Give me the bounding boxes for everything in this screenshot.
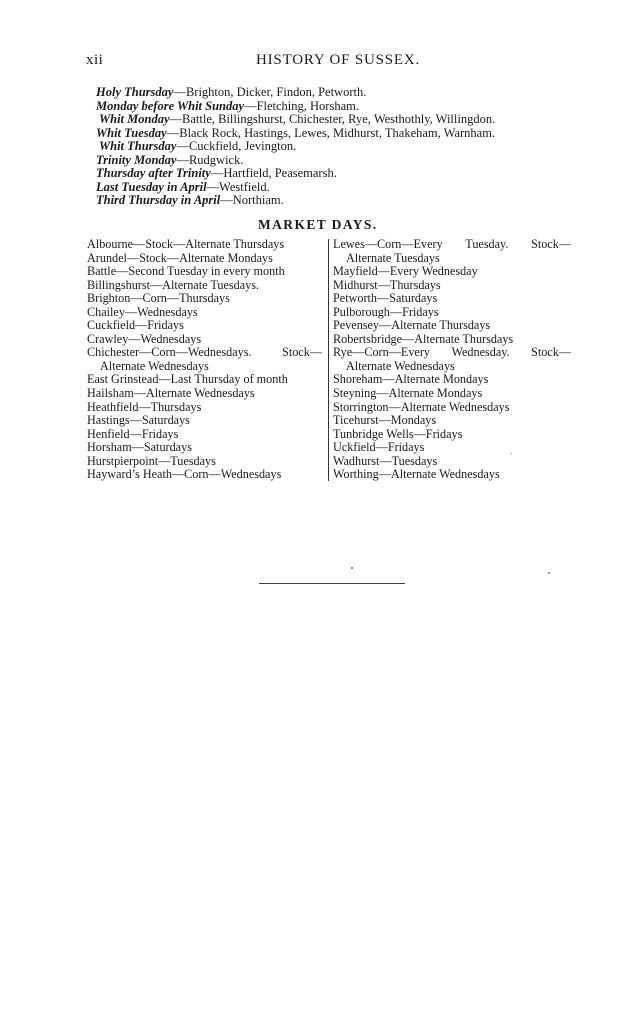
market-entry: Petworth—Saturdays	[333, 291, 438, 306]
market-entry	[87, 346, 322, 373]
market-entry: Chailey—Wednesdays	[87, 304, 198, 319]
fair-entry	[96, 154, 536, 168]
market-entry-continuation: Alternate Wednesdays	[100, 358, 209, 373]
market-entry: Hastings—Saturdays	[87, 413, 190, 428]
market-entry: Horsham—Saturdays	[87, 440, 192, 455]
market-entry: Arundel—Stock—Alternate Mondays	[87, 250, 273, 265]
market-entry: Cuckfield—Fridays	[87, 318, 184, 333]
market-entry-continuation: Alternate Tuesdays	[346, 250, 440, 265]
market-entry-text: Wednesday.	[451, 345, 510, 360]
market-entry: Uckfield—Fridays	[333, 440, 425, 455]
market-entry: Brighton—Corn—Thursdays	[87, 291, 230, 306]
market-entry-text: Rye—Corn—Every	[333, 345, 430, 360]
fair-day: Holy Thursday	[96, 85, 174, 99]
fair-day: Last Tuesday in April	[96, 179, 207, 194]
market-entry: Worthing—Alternate Wednesdays	[333, 467, 500, 482]
market-entry-text: Stock—	[531, 345, 571, 360]
market-entry: Hurstpierpoint—Tuesdays	[87, 453, 216, 468]
running-head: HISTORY OF SUSSEX.	[256, 52, 421, 68]
market-entry	[333, 238, 571, 265]
market-days-left-column	[87, 238, 322, 482]
market-entry: Heathfield—Thursdays	[87, 399, 202, 414]
fair-entry	[96, 194, 536, 208]
fair-places: —Brighton, Dicker, Findon, Petworth.	[173, 85, 367, 99]
market-entry-text: Stock—	[282, 345, 322, 360]
market-entry-continuation: Alternate Wednesdays	[346, 358, 455, 373]
market-entry-text: Lewes—Corn—Every	[333, 237, 443, 251]
fair-places: —Northiam.	[220, 193, 284, 207]
fair-places: —Battle, Billingshurst, Chichester, Rye, Westhothly, Willingdon.	[169, 112, 496, 126]
fair-places: —Hartfield, Peasemarsh.	[210, 166, 337, 180]
fair-day: Whit Tuesday	[96, 125, 167, 140]
market-entry: Pevensey—Alternate Thursdays	[333, 318, 491, 333]
market-entry: Midhurst—Thursdays	[333, 277, 441, 292]
market-entry-first-line	[87, 346, 322, 360]
fair-entry	[96, 140, 536, 154]
market-entry: Shoreham—Alternate Mondays	[333, 372, 489, 387]
fair-day: Whit Monday	[99, 112, 170, 126]
fair-entry	[96, 100, 536, 114]
page-number: xii	[86, 52, 104, 68]
print-speck	[511, 453, 512, 454]
fair-day: Trinity Monday	[96, 152, 177, 167]
print-speck	[548, 572, 550, 574]
market-entry: Tunbridge Wells—Fridays	[333, 426, 463, 441]
fair-places: —Rudgwick.	[176, 152, 244, 167]
fair-entry	[96, 113, 536, 127]
fair-places: —Westfield.	[206, 179, 270, 194]
fair-places: —Fletching, Horsham.	[244, 98, 359, 113]
market-entry-first-line	[333, 238, 571, 252]
market-entry	[333, 346, 571, 373]
market-entry: Ticehurst—Mondays	[333, 413, 437, 428]
market-entry: Wadhurst—Tuesdays	[333, 453, 438, 468]
fair-entry	[96, 127, 536, 141]
market-entry: Henfield—Fridays	[87, 426, 179, 441]
market-entry-text: Chichester—Corn—Wednesdays.	[87, 345, 252, 360]
fair-days-list	[96, 86, 536, 208]
fair-entry	[96, 181, 536, 195]
market-days-title: MARKET DAYS.	[258, 217, 378, 232]
market-entry: Billingshurst—Alternate Tuesdays.	[87, 277, 259, 292]
fair-places: —Black Rock, Hastings, Lewes, Midhurst, Thakeham, Warnham.	[166, 125, 496, 140]
market-entry: Hailsham—Alternate Wednesdays	[87, 386, 255, 401]
print-speck	[351, 567, 353, 569]
market-entry: Hayward’s Heath—Corn—Wednesdays	[87, 467, 282, 482]
market-entry-first-line	[333, 346, 571, 360]
fair-entry	[96, 86, 536, 100]
market-entry-text: Stock—	[531, 237, 571, 251]
fair-day: Monday before Whit Sunday	[96, 98, 245, 113]
column-divider	[328, 239, 329, 481]
market-entry: Mayfield—Every Wednesday	[333, 264, 478, 279]
market-entry: Robertsbridge—Alternate Thursdays	[333, 331, 514, 346]
section-end-rule	[259, 583, 405, 584]
market-entry-text: Tuesday.	[465, 237, 509, 251]
market-days-right-column	[333, 238, 571, 482]
market-entry: Albourne—Stock—Alternate Thursdays	[87, 237, 285, 251]
market-entry: Crawley—Wednesdays	[87, 331, 202, 346]
fair-day: Whit Thursday	[99, 139, 177, 153]
fair-places: —Cuckfield, Jevington.	[176, 139, 297, 153]
market-entry: Steyning—Alternate Mondays	[333, 386, 483, 401]
market-entry: Battle—Second Tuesday in every month	[87, 264, 285, 279]
market-entry: East Grinstead—Last Thursday of month	[87, 372, 288, 387]
page-header	[86, 52, 421, 72]
fair-entry	[96, 167, 536, 181]
market-entry: Storrington—Alternate Wednesdays	[333, 399, 510, 414]
fair-day: Third Thursday in April	[96, 193, 221, 207]
fair-day: Thursday after Trinity	[96, 166, 211, 180]
market-entry: Pulborough—Fridays	[333, 304, 439, 319]
